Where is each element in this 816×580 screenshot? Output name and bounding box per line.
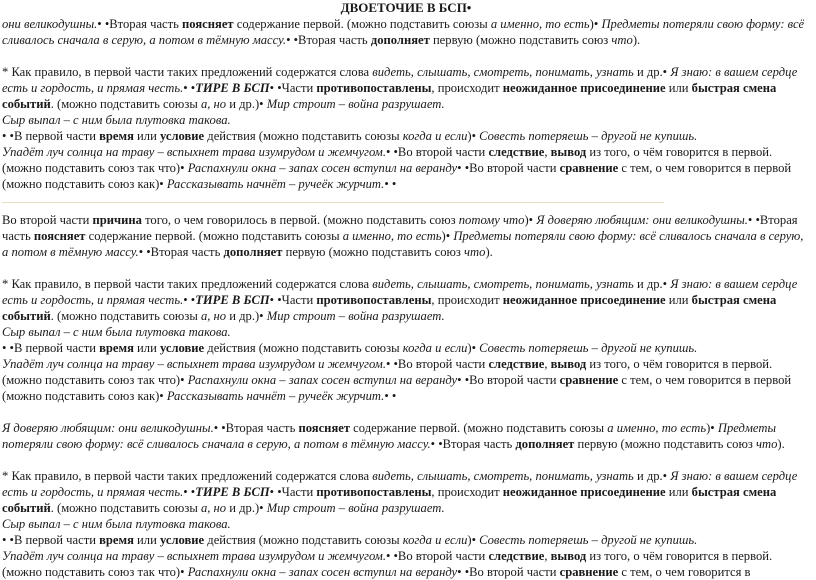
block-b-time-condition	[2, 340, 810, 356]
text-run: Совесть потеряешь – другой не купишь.	[479, 533, 698, 547]
block-c-intro	[2, 420, 810, 452]
text-run: сравнение	[559, 161, 619, 175]
text-run: того, о чем говорилось в первой. (можно подставить союз	[141, 213, 459, 227]
text-run: быстрая смена событий	[2, 293, 777, 323]
text-run: неожиданное присоединение	[502, 293, 666, 307]
text-run: Совесть потеряешь – другой не купишь.	[479, 341, 698, 355]
text-run: и др.•	[633, 65, 671, 79]
text-run: а, но	[200, 501, 227, 515]
text-run: , происходит	[431, 293, 503, 307]
text-run: вывод	[550, 549, 587, 563]
text-run: Я доверяю любящим: они великодушны.	[536, 213, 748, 227]
text-run: видеть, слышать, смотреть, понимать, узнать	[372, 65, 634, 79]
text-run: следствие	[488, 549, 545, 563]
text-run: с тем, о чем говорится в первой (можно подставить союз как)•	[2, 161, 792, 191]
text-run: ,	[544, 357, 551, 371]
text-run: Мир строит – война разрушает.	[266, 309, 445, 323]
text-run: )•	[467, 129, 480, 143]
text-run: или	[133, 533, 160, 547]
text-run: Сыр выпал – с ним была плутовка такова.	[2, 113, 231, 127]
spacer	[2, 48, 810, 64]
text-run: что	[464, 245, 486, 259]
text-run: а, но	[200, 97, 227, 111]
text-run: содержание первой. (можно подставить союзы	[350, 421, 608, 435]
text-run: причина	[92, 213, 142, 227]
text-run: Упадёт луч солнца на траву – вспыхнет трава изумрудом и жемчугом.	[2, 357, 386, 371]
text-run: когда и если	[402, 341, 468, 355]
text-run: Предметы потеряли свою форму: всё сливалось сначала в серую, а потом в тёмную массу.	[2, 421, 776, 451]
block-b-dash-rule	[2, 276, 810, 324]
text-run: * Как правило, в первой части таких предложений содержатся слова	[2, 469, 373, 483]
text-run: вывод	[550, 357, 587, 371]
text-run: • •В первой части	[2, 341, 100, 355]
block-a-intro	[2, 16, 810, 48]
text-run: дополняет	[370, 33, 430, 47]
text-run: условие	[159, 533, 205, 547]
spacer	[2, 404, 810, 420]
text-run: • •Вторая часть	[430, 437, 516, 451]
text-run: • •	[384, 389, 397, 403]
text-run: противопоставлены	[316, 485, 432, 499]
text-run: )•	[589, 17, 602, 31]
text-run: • •Во второй части	[457, 565, 560, 579]
text-run: * Как правило, в первой части таких предложений содержатся слова	[2, 65, 373, 79]
text-run: когда и если	[402, 129, 468, 143]
text-run: Совесть потеряешь – другой не купишь.	[479, 129, 698, 143]
text-run: действия (можно подставить союзы	[204, 341, 403, 355]
text-run: , происходит	[431, 81, 503, 95]
text-run: они великодушны.	[2, 17, 98, 31]
text-run: поясняет	[33, 229, 86, 243]
block-a-dash-rule	[2, 64, 810, 112]
block-b-intro	[2, 212, 810, 260]
text-run: * Как правило, в первой части таких предложений содержатся слова	[2, 277, 373, 291]
text-run: Я знаю: в вашем сердце есть и гордость, и прямая честь.	[2, 469, 798, 499]
text-run: или	[133, 129, 160, 143]
text-run: из того, о чём говорится в первой. (можно подставить союз так что)•	[2, 357, 773, 387]
text-run: содержание первой. (можно подставить союзы	[85, 229, 343, 243]
text-run: • •	[183, 485, 196, 499]
text-run: дополняет	[515, 437, 575, 451]
text-run: время	[99, 533, 134, 547]
text-run: ).	[632, 33, 641, 47]
text-run: • •Вторая часть	[2, 213, 798, 243]
block-b-example	[2, 324, 810, 340]
text-run: дополняет	[223, 245, 283, 259]
text-run: когда и если	[402, 533, 468, 547]
text-run: Я знаю: в вашем сердце есть и гордость, и прямая честь.	[2, 65, 798, 95]
text-run: потому что	[458, 213, 525, 227]
text-run: а именно, то есть	[607, 421, 707, 435]
page-title: ДВОЕТОЧИЕ В БСП•	[340, 0, 472, 15]
text-run: или	[665, 485, 692, 499]
text-run: быстрая смена событий	[2, 81, 777, 111]
text-run: )•	[706, 421, 718, 435]
text-run: и др.•	[633, 469, 671, 483]
text-run: Я доверяю любящим: они великодушны.	[2, 421, 214, 435]
divider-line	[2, 202, 664, 203]
text-run: Предметы потеряли свою форму: всё сливалось сначала в серую, а потом в тёмную массу.	[2, 229, 804, 259]
text-run: или	[665, 81, 692, 95]
text-run: • •Во второй части	[385, 357, 489, 371]
block-a-time-condition	[2, 128, 810, 144]
spacer	[2, 260, 810, 276]
text-run: содержание первой. (можно подставить союзы	[233, 17, 491, 31]
text-run: и др.•	[633, 277, 671, 291]
text-run: ,	[544, 549, 551, 563]
text-run: , происходит	[431, 485, 503, 499]
block-c-consequence	[2, 548, 810, 580]
text-run: )•	[467, 533, 480, 547]
text-run: • •Части	[269, 81, 317, 95]
text-run: поясняет	[182, 17, 234, 31]
text-run: условие	[159, 341, 205, 355]
text-run: действия (можно подставить союзы	[204, 129, 403, 143]
text-run: действия (можно подставить союзы	[204, 533, 403, 547]
text-run: с тем, о чем говорится в	[618, 565, 751, 579]
text-run: а именно, то есть	[342, 229, 442, 243]
text-run: первую (можно подставить союз	[282, 245, 465, 259]
text-run: неожиданное присоединение	[502, 81, 666, 95]
text-run: • •Части	[269, 293, 317, 307]
text-run: )•	[467, 341, 480, 355]
text-run: с тем, о чем говорится в первой (можно подставить союз как)•	[2, 373, 792, 403]
text-run: Сыр выпал – с ним была плутовка такова.	[2, 517, 231, 531]
text-run: Упадёт луч солнца на траву – вспыхнет трава изумрудом и жемчугом.	[2, 549, 386, 563]
text-run: • •Во второй части	[385, 145, 489, 159]
text-run: первую (можно подставить союз	[574, 437, 756, 451]
text-run: . (можно подставить союзы	[50, 501, 201, 515]
text-run: Упадёт луч солнца на траву – вспыхнет трава изумрудом и жемчугом.	[2, 145, 386, 159]
text-run: а, но	[200, 309, 227, 323]
text-run: следствие	[488, 145, 545, 159]
text-run: • •Части	[269, 485, 317, 499]
text-run: Рассказывать начнёт – ручеёк журчит.	[166, 389, 385, 403]
text-run: . (можно подставить союзы	[50, 97, 201, 111]
text-run: условие	[159, 129, 205, 143]
text-run: из того, о чём говорится в первой. (можно подставить союз так что)•	[2, 145, 773, 175]
text-run: • •Во второй части	[457, 161, 560, 175]
text-run: Мир строит – война разрушает.	[266, 97, 445, 111]
block-c-time-condition	[2, 532, 810, 548]
text-run: )•	[524, 213, 537, 227]
block-b-consequence	[2, 356, 810, 404]
text-run: противопоставлены	[316, 81, 432, 95]
text-run: а именно, то есть	[490, 17, 590, 31]
block-c-example	[2, 516, 810, 532]
text-run: Распахнули окна – запах сосен вступил на веранду	[187, 373, 458, 387]
text-run: что	[755, 437, 778, 451]
text-run: Распахнули окна – запах сосен вступил на веранду	[187, 565, 458, 579]
text-run: Рассказывать начнёт – ручеёк журчит.	[166, 177, 385, 191]
text-run: Мир строит – война разрушает.	[266, 501, 445, 515]
text-run: ТИРЕ В БСП	[195, 485, 270, 499]
text-run: и др.)•	[226, 97, 267, 111]
text-run: • •	[183, 81, 196, 95]
text-run: видеть, слышать, смотреть, понимать, узнать	[372, 469, 634, 483]
text-run: • •	[183, 293, 196, 307]
text-run: • •В первой части	[2, 533, 100, 547]
text-run: быстрая смена событий	[2, 485, 777, 515]
text-run: • •В первой части	[2, 129, 100, 143]
text-run: . (можно подставить союзы	[50, 309, 201, 323]
text-run: • •Во второй части	[457, 373, 560, 387]
text-run: Предметы потеряли свою форму: всё сливалось сначала в серую, а потом в тёмную массу.	[2, 17, 805, 47]
block-a-consequence	[2, 144, 810, 192]
text-run: вывод	[550, 145, 587, 159]
text-run: неожиданное присоединение	[502, 485, 666, 499]
text-run: время	[99, 341, 134, 355]
text-run: ).	[777, 437, 785, 451]
block-a-example	[2, 112, 810, 128]
text-run: ,	[544, 145, 551, 159]
text-run: поясняет	[298, 421, 351, 435]
text-run: сравнение	[559, 373, 619, 387]
text-run: )•	[441, 229, 454, 243]
text-run: ТИРЕ В БСП	[195, 81, 270, 95]
text-run: • •Вторая часть	[97, 17, 183, 31]
text-run: и др.)•	[226, 501, 267, 515]
text-run: что	[611, 33, 633, 47]
text-run: Распахнули окна – запах сосен вступил на веранду	[187, 161, 458, 175]
text-run: ).	[485, 245, 493, 259]
text-run: • •	[384, 177, 397, 191]
text-run: время	[99, 129, 134, 143]
text-run: первую (можно подставить союз	[429, 33, 612, 47]
text-run: из того, о чём говорится в первой. (можно подставить союз так что)•	[2, 549, 773, 579]
text-run: • •Вторая часть	[213, 421, 299, 435]
text-run: и др.)•	[226, 309, 267, 323]
spacer	[2, 452, 810, 468]
text-run: Во второй части	[2, 213, 93, 227]
text-run: • •Во второй части	[385, 549, 489, 563]
text-run: сравнение	[559, 565, 619, 579]
text-run: или	[665, 293, 692, 307]
text-run: противопоставлены	[316, 293, 432, 307]
text-run: Я знаю: в вашем сердце есть и гордость, и прямая честь.	[2, 277, 798, 307]
text-run: или	[133, 341, 160, 355]
text-run: видеть, слышать, смотреть, понимать, узнать	[372, 277, 634, 291]
block-c-dash-rule	[2, 468, 810, 516]
text-run: • •Вторая часть	[286, 33, 371, 47]
text-run: следствие	[488, 357, 545, 371]
text-run: ТИРЕ В БСП	[195, 293, 270, 307]
text-run: • •Вторая часть	[138, 245, 224, 259]
text-run: Сыр выпал – с ним была плутовка такова.	[2, 325, 231, 339]
